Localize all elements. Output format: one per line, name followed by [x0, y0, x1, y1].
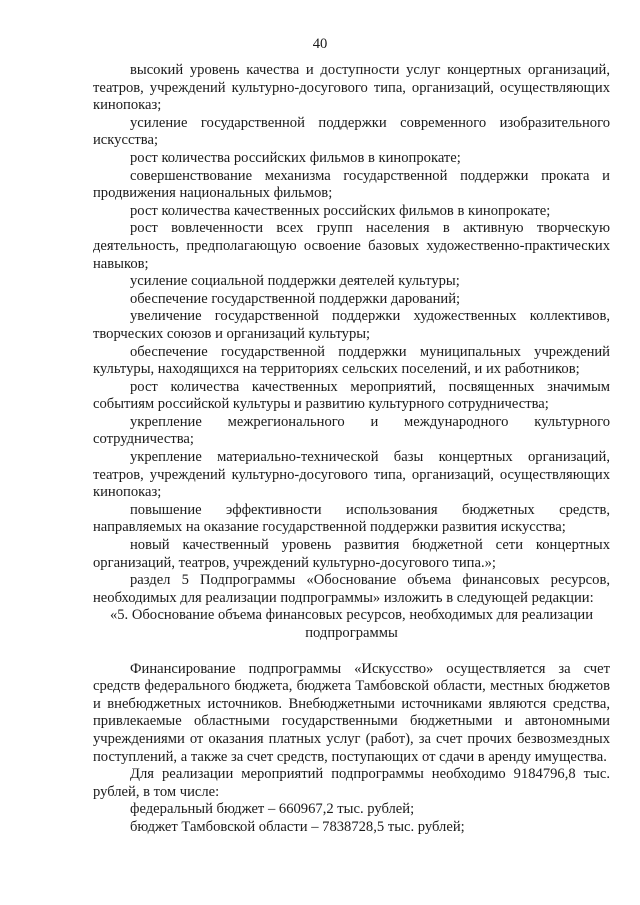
- paragraph: увеличение государственной поддержки художественных коллективов, творческих союзов и организаций культуры;: [93, 308, 610, 342]
- paragraph: высокий уровень качества и доступности услуг концертных организаций, театров, учреждений культурно-досугового типа, организаций, осуществляющих кинопоказ;: [93, 62, 610, 114]
- paragraph: бюджет Тамбовской области – 7838728,5 тыс. рублей;: [130, 818, 465, 835]
- document-body: [93, 62, 610, 837]
- paragraph: новый качественный уровень развития бюджетной сети концертных организаций, театров, учреждений культурно-досугового типа.»;: [93, 537, 610, 571]
- paragraph: рост количества качественных мероприятий, посвященных значимым событиям российской культуры и развитию культурного сотрудничества;: [93, 378, 610, 413]
- paragraph: рост количества качественных российских фильмов в кинопрокате;: [130, 202, 551, 219]
- paragraph: обеспечение государственной поддержки дарований;: [130, 290, 461, 307]
- spacer: [93, 643, 610, 661]
- paragraph: укрепление материально-технической базы концертных организаций, театров, учреждений культурно-досугового типа, организаций, осуществляющих кинопоказ;: [93, 449, 610, 501]
- paragraph: рост вовлеченности всех групп населения в активную творческую деятельность, предполагающую освоение базовых художественно-практических навыков;: [93, 220, 610, 272]
- paragraph: усиление государственной поддержки современного изобразительного искусства;: [93, 114, 610, 149]
- paragraph: укрепление межрегионального и международного культурного сотрудничества;: [93, 413, 610, 448]
- paragraph: Для реализации мероприятий подпрограммы необходимо 9184796,8 тыс. рублей, в том числе:: [93, 766, 610, 800]
- paragraph: усиление социальной поддержки деятелей культуры;: [130, 273, 460, 290]
- page-number: 40: [312, 36, 328, 52]
- paragraph: обеспечение государственной поддержки муниципальных учреждений культуры, находящихся на территориях сельских поселений, и их работников;: [93, 343, 610, 378]
- paragraph: Финансирование подпрограммы «Искусство» осуществляется за счет средств федерального бюджета, бюджета Тамбовской области, местных бюджетов и внебюджетных источников. Внебюджетными источниками являются средства, привлекаемые областными государственными бюджетными и автономными учреждениями от оказания платных услуг (работ), за счет прочих безвозмездных поступлений, а также за счет средств, поступающих от сдачи в аренду имущества.: [93, 660, 610, 765]
- paragraph: раздел 5 Подпрограммы «Обоснование объема финансовых ресурсов, необходимых для реализации подпрограммы» изложить в следующей редакции:: [93, 572, 610, 606]
- section-heading: «5. Обоснование объема финансовых ресурсов, необходимых для реализации подпрограммы: [109, 607, 594, 641]
- paragraph: повышение эффективности использования бюджетных средств, направляемых на оказание государственной поддержки развития искусства;: [93, 501, 610, 536]
- paragraph: совершенствование механизма государственной поддержки проката и продвижения национальных фильмов;: [93, 167, 610, 202]
- paragraph: федеральный бюджет – 660967,2 тыс. рублей;: [130, 801, 415, 818]
- paragraph: рост количества российских фильмов в кинопрокате;: [130, 149, 461, 166]
